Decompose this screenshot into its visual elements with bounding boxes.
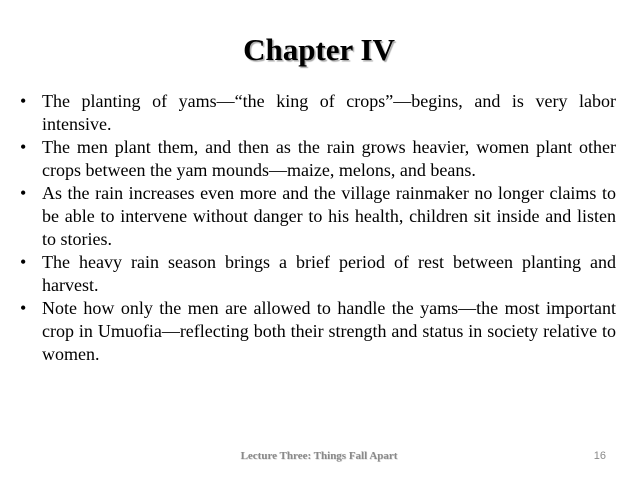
bullet-text: Note how only the men are allowed to handle the yams—the most important crop in Umuofia—reflecting both their strength and status in society relative to women.: [42, 298, 616, 364]
bullet-text: The planting of yams—“the king of crops”—begins, and is very labor intensive.: [42, 91, 616, 134]
bullet-dot-icon: •: [20, 91, 27, 111]
bullet-dot-icon: •: [20, 183, 27, 203]
bullet-text: As the rain increases even more and the village rainmaker no longer claims to be able to intervene without danger to his health, children sit inside and listen to stories.: [42, 183, 616, 249]
bullet-item: [20, 136, 616, 182]
bullet-text: The heavy rain season brings a brief period of rest between planting and harvest.: [42, 252, 616, 295]
bullet-item: [20, 90, 616, 136]
bullet-dot-icon: •: [20, 298, 27, 318]
slide-title: Chapter IV: [243, 32, 395, 67]
bullet-item: [20, 251, 616, 297]
bullet-dot-icon: •: [20, 252, 27, 272]
bullet-list: [20, 90, 616, 366]
page-number: 16: [593, 450, 606, 462]
bullet-item: [20, 297, 616, 366]
slide-footer: Lecture Three: Things Fall Apart: [240, 450, 398, 462]
bullet-item: [20, 182, 616, 251]
bullet-dot-icon: •: [20, 137, 27, 157]
bullet-text: The men plant them, and then as the rain grows heavier, women plant other crops between the yam mounds—maize, melons, and beans.: [42, 137, 616, 180]
